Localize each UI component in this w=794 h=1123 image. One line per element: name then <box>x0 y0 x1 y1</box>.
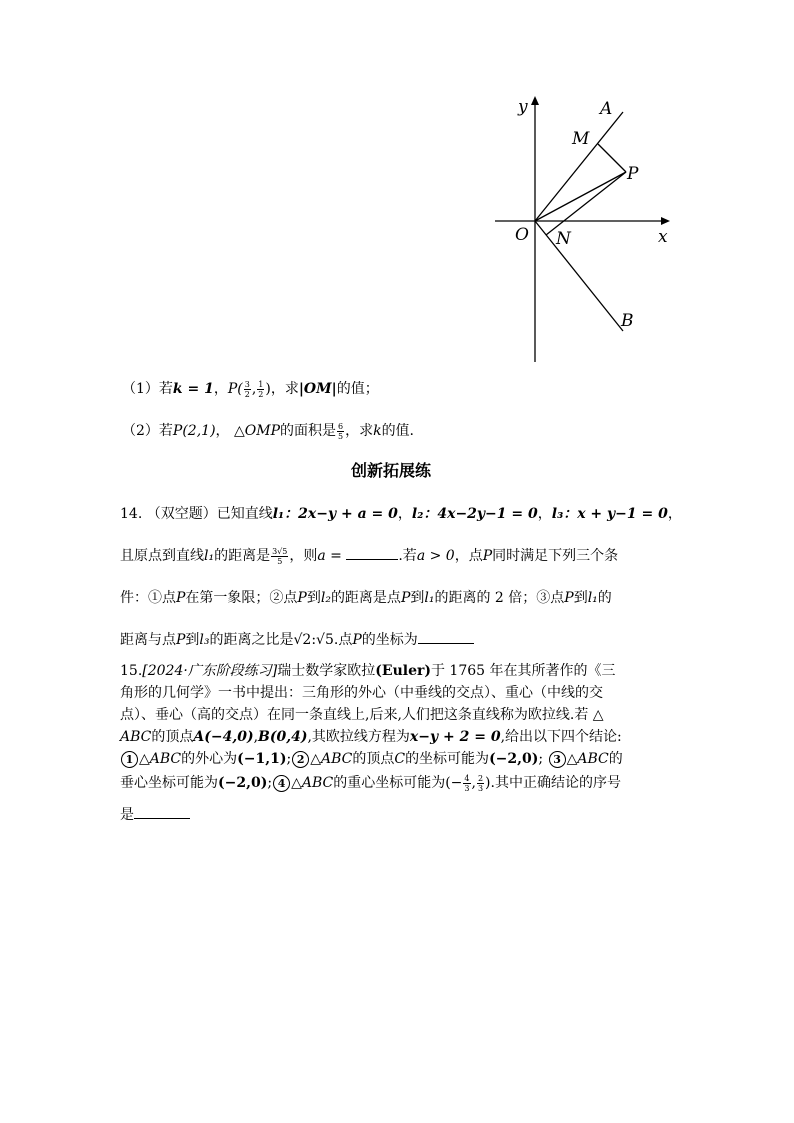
q13-part2-k: k <box>373 423 382 439</box>
circled-number-1: 1 <box>121 751 138 768</box>
q15-l4-t1: 的顶点 <box>151 729 194 745</box>
q14-l2-a: a = <box>317 548 347 564</box>
q15-l5-s3: △ABC <box>566 751 609 767</box>
q15-l5-v2: (−2,0) <box>489 751 539 767</box>
q15-l7-text: 是 <box>120 807 134 823</box>
q15-l5-s2: △ABC <box>310 751 353 767</box>
segment-MP <box>598 144 626 172</box>
label-A: A <box>600 99 613 119</box>
q15-l6-close: ) <box>485 775 491 791</box>
fraction-6-5: $\frac{6}{5}$ <box>337 421 344 441</box>
q15-l5-t3: 的坐标可能为 <box>405 751 490 767</box>
q15-l4-t2: ,其欧拉线方程为 <box>307 729 410 745</box>
q13-part1-OM: |OM| <box>298 381 337 397</box>
q15-line3: 点）、垂心（高的交点）在同一条直线上,后来,人们把这条直线称为欧拉线.若 △ <box>120 707 604 723</box>
q14-l2-rest: ，点 <box>454 548 483 564</box>
q14-l3-t4: 的距离是点 <box>330 590 401 606</box>
x-axis-arrow <box>661 217 670 225</box>
q14-sep1: ， <box>397 506 412 522</box>
q13-part2-P: P(2,1) <box>172 423 216 439</box>
q15-line7 <box>120 804 190 824</box>
q14-l3-t6: 的距离的 2 倍；③点 <box>434 590 565 606</box>
q15-l6-t2: 的重心坐标可能为 <box>333 775 446 791</box>
q15-number: 15. <box>120 663 143 679</box>
y-axis-arrow <box>531 96 539 105</box>
q15-l1-t1: 瑞士数学家欧拉 <box>277 663 376 679</box>
q14-l3-t5: 到 <box>410 590 425 606</box>
q15-l5-t2: 的顶点 <box>352 751 395 767</box>
q15-l4-comma: , <box>253 729 259 745</box>
q14-l3-l1b: l₁ <box>587 590 598 606</box>
q15-l4-B: B(0,4) <box>258 729 308 745</box>
q15-line2: 角形的几何学》一书中提出：三角形的外心（中垂线的交点）、重心（中线的交 <box>120 685 603 701</box>
q15-l1-t2: 于 1765 年在其所著作的《三 <box>430 663 616 679</box>
q13-part1-comma: , <box>251 381 257 397</box>
q15-line4 <box>120 726 622 746</box>
q13-part1-ask: ，求 <box>270 381 299 397</box>
q14-line2 <box>120 545 618 566</box>
q13-part2-sep: ， <box>215 423 234 439</box>
q14-line-l3: l₃：x + y−1 = 0 <box>551 506 668 522</box>
circled-number-3: 3 <box>549 751 566 768</box>
q15-l6-s4: △ABC <box>291 775 334 791</box>
label-x: x <box>658 227 668 247</box>
q15-answer-blank[interactable] <box>134 806 190 819</box>
q15-l5-sep2: ; <box>538 751 548 767</box>
q14-line-l2: l₂：4x−2y−1 = 0 <box>411 506 538 522</box>
ray-OB <box>535 221 623 331</box>
q14-l4-t2: 到 <box>185 632 200 648</box>
label-y: y <box>518 97 528 117</box>
q13-part2-triangle: △OMP <box>233 423 280 439</box>
q14-l2-mid: 的距离是 <box>214 548 271 564</box>
q15-l5-t4: 的 <box>608 751 623 767</box>
q14-line4 <box>120 629 474 649</box>
q14-l4-P2: P <box>352 632 362 648</box>
q15-l4-A: A(−4,0) <box>193 729 254 745</box>
q15-line6 <box>120 772 621 793</box>
fraction-2-3: $\frac{2}{3}$ <box>477 773 484 793</box>
segment-NP <box>546 172 626 235</box>
q15-l4-eq: x−y + 2 = 0 <box>409 729 501 745</box>
q14-l3-t7: 到 <box>573 590 588 606</box>
q14-l2-then: ，则 <box>289 548 318 564</box>
q13-part1-k: k = 1 <box>172 381 214 397</box>
q14-l3-t1: 件：①点 <box>120 590 176 606</box>
q15-l6-t1: 垂心坐标可能为 <box>120 775 218 791</box>
q14-line-l1: l₁：2x−y + a = 0 <box>272 506 398 522</box>
q14-l3-P3: P <box>400 590 411 606</box>
q14-l4-l3: l₃ <box>199 632 210 648</box>
q15-l6-comma: , <box>471 775 476 791</box>
q14-l4-t1: 距离与点 <box>120 632 176 648</box>
q13-part2-ask: ，求 <box>345 423 374 439</box>
section-title: 创新拓展练 <box>351 461 432 480</box>
q15-l6-t3: .其中正确结论的序号 <box>490 775 621 791</box>
q14-sep3: ， <box>667 506 682 522</box>
q15-l5-C: C <box>394 751 406 767</box>
fraction-1-2: $\frac{1}{2}$ <box>258 379 264 399</box>
q14-l2-cond: a > 0 <box>416 548 455 564</box>
q14-tag: （双空题）已知直线 <box>146 506 273 522</box>
segment-OP <box>535 172 626 221</box>
q14-answer-blank-1[interactable] <box>346 547 398 560</box>
q14-l3-P2: P <box>297 590 307 606</box>
q14-l2-pre: 且原点到直线 <box>120 548 204 564</box>
q14-l3-l2: l₂ <box>320 590 331 606</box>
label-M: M <box>572 129 590 149</box>
q14-l4-ratio: √2:√5 <box>293 632 334 648</box>
q13-part1-pre: （1）若 <box>122 381 173 397</box>
q14-l4-t3: 的距离之比是 <box>209 632 294 648</box>
fraction-3-2: $\frac{3}{2}$ <box>244 379 250 399</box>
q14-sep2: ， <box>537 506 552 522</box>
q14-l4-t4: .点 <box>333 632 353 648</box>
q15-l5-sep1: ; <box>286 751 292 767</box>
q14-l3-P4: P <box>564 590 574 606</box>
q15-l6-sep: ; <box>267 775 273 791</box>
q15-l6-v3: (−2,0) <box>218 775 268 791</box>
q13-part2-mid: 的面积是 <box>279 423 336 439</box>
fraction-3root5-5: $\frac{3√5}{5}$ <box>272 546 288 566</box>
q15-l6-open: (− <box>445 775 463 791</box>
q14-line3 <box>120 587 612 607</box>
q14-number: 14. <box>120 506 143 522</box>
q14-l4-t5: 的坐标为 <box>361 632 418 648</box>
q14-l3-t2: 在第一象限；②点 <box>185 590 298 606</box>
q14-l3-P1: P <box>176 590 186 606</box>
q14-l4-P1: P <box>176 632 186 648</box>
label-B: B <box>621 311 634 331</box>
q13-part1-close: ) <box>265 381 271 397</box>
q14-l3-t3: 到 <box>306 590 321 606</box>
label-P: P <box>627 164 639 184</box>
q14-answer-blank-2[interactable] <box>418 631 474 644</box>
q15-source: [2024·广东阶段练习] <box>142 663 278 679</box>
q14-l2-P: P <box>482 548 493 564</box>
label-N: N <box>556 229 571 249</box>
q13-part1 <box>122 378 379 399</box>
q15-l4-abc: ABC <box>120 729 152 745</box>
q15-line5 <box>120 748 623 768</box>
q13-part2 <box>122 420 414 441</box>
q14-l2-tail: 同时满足下列三个条 <box>492 548 619 564</box>
circled-number-4: 4 <box>273 775 290 792</box>
circled-number-2: 2 <box>292 751 309 768</box>
q15-l5-v1: (−1,1) <box>237 751 287 767</box>
fraction-4-3: $\frac{4}{3}$ <box>464 773 470 793</box>
q14-l3-l1: l₁ <box>424 590 435 606</box>
q13-part2-end: 的值. <box>381 423 415 439</box>
q14-l2-l1: l₁ <box>204 548 215 564</box>
q15-l5-t1: 的外心为 <box>181 751 238 767</box>
coordinate-figure <box>490 90 680 370</box>
q15-l4-t3: ,给出以下四个结论: <box>500 729 622 745</box>
q14-line1 <box>120 503 682 523</box>
q15-l1-euler: (Euler) <box>375 663 431 679</box>
label-O: O <box>515 225 529 245</box>
q13-part1-end: 的值； <box>336 381 379 397</box>
q13-part2-pre: （2）若 <box>122 423 173 439</box>
q14-l3-t8: 的 <box>597 590 612 606</box>
q13-part1-sep: ， <box>213 381 228 397</box>
q14-l2-post: .若 <box>398 548 417 564</box>
q15-l5-s1: △ABC <box>139 751 182 767</box>
q15-line1 <box>120 660 616 680</box>
q13-part1-P: P( <box>227 381 243 397</box>
